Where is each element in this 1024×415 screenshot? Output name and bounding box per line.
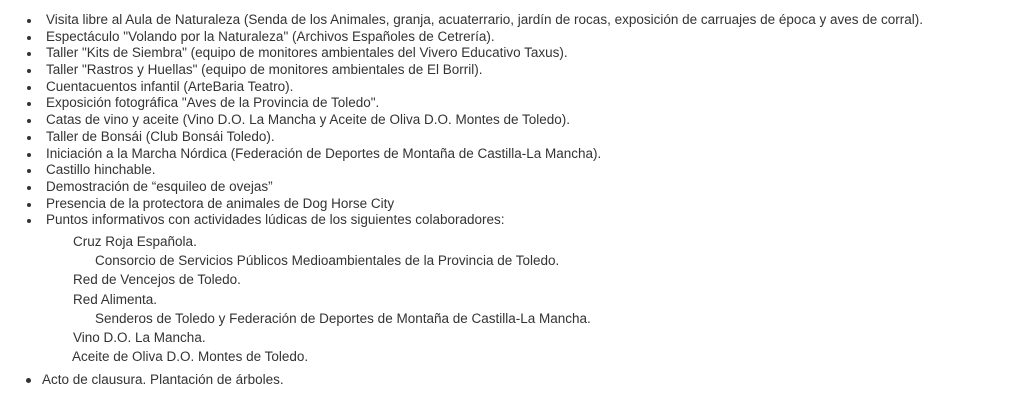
- list-item: [0, 112, 923, 129]
- bullet-icon: [27, 36, 31, 40]
- collaborator-item: Consorcio de Servicios Públicos Medioambientales de la Provincia de Toledo.: [95, 253, 560, 269]
- list-item: [0, 129, 923, 146]
- bullet-icon: [27, 19, 31, 23]
- list-item-text: Presencia de la protectora de animales de Dog Horse City: [46, 195, 395, 211]
- list-item: [0, 212, 923, 229]
- list-item-text: Taller de Bonsái (Club Bonsái Toledo).: [46, 128, 275, 144]
- bullet-icon: [27, 186, 31, 190]
- list-item-text: Puntos informativos con actividades lúdicas de los siguientes colaboradores:: [46, 212, 505, 228]
- list-item-text: Exposición fotográfica "Aves de la Provincia de Toledo".: [46, 95, 380, 111]
- list-item: [0, 79, 923, 96]
- bullet-icon: [27, 86, 31, 90]
- bullet-icon: [27, 52, 31, 56]
- bullet-icon: [27, 69, 31, 73]
- bullet-icon: [27, 102, 31, 106]
- list-item: [0, 162, 923, 179]
- collaborator-item: Red Alimenta.: [73, 291, 158, 307]
- bullet-icon: [27, 169, 31, 173]
- bullet-icon: [27, 136, 31, 140]
- bullet-icon: [27, 153, 31, 157]
- collaborators-list: [0, 232, 591, 366]
- collaborator-item: Red de Vencejos de Toledo.: [73, 272, 241, 288]
- list-item-text: Iniciación a la Marcha Nórdica (Federación de Deportes de Montaña de Castilla-La Mancha).: [46, 145, 602, 161]
- list-item-text: Demostración de “esquileo de ovejas”: [46, 178, 273, 194]
- list-item-text: Taller "Rastros y Huellas" (equipo de monitores ambientales de El Borril).: [46, 62, 483, 78]
- collaborator-item: Aceite de Oliva D.O. Montes de Toledo.: [72, 349, 309, 365]
- closing-text: Acto de clausura. Plantación de árboles.: [42, 372, 284, 387]
- collaborator-item: Senderos de Toledo y Federación de Deportes de Montaña de Castilla-La Mancha.: [95, 310, 591, 326]
- bullet-icon: [27, 203, 31, 207]
- list-item: [0, 95, 923, 112]
- activities-list: [0, 12, 923, 229]
- collaborator-item: Vino D.O. La Mancha.: [73, 329, 206, 345]
- list-item-text: Catas de vino y aceite (Vino D.O. La Mancha y Aceite de Oliva D.O. Montes de Toledo).: [46, 112, 571, 128]
- list-item: [0, 196, 923, 213]
- list-item-text: Castillo hinchable.: [46, 162, 156, 178]
- list-item: [0, 146, 923, 163]
- list-item: [0, 12, 923, 29]
- collaborator-item: Cruz Roja Española.: [73, 234, 197, 249]
- list-item-text: Espectáculo "Volando por la Naturaleza" (Archivos Españoles de Cetrería).: [46, 28, 495, 44]
- list-item: [0, 45, 923, 62]
- list-item-text: Visita libre al Aula de Naturaleza (Senda de los Animales, granja, acuaterrario, jardín de rocas, exposición de carruajes de época y aves de corral).: [46, 12, 923, 27]
- list-item: [0, 179, 923, 196]
- list-item-text: Taller "Kits de Siembra" (equipo de monitores ambientales del Vivero Educativo Taxus).: [46, 45, 568, 61]
- closing-item: [0, 371, 284, 389]
- list-item: [0, 62, 923, 79]
- bullet-icon: [27, 119, 31, 123]
- bullet-icon: [27, 219, 31, 223]
- list-item-text: Cuentacuentos infantil (ArteBaria Teatro).: [46, 78, 294, 94]
- bullet-icon: [26, 378, 31, 383]
- list-item: [0, 29, 923, 46]
